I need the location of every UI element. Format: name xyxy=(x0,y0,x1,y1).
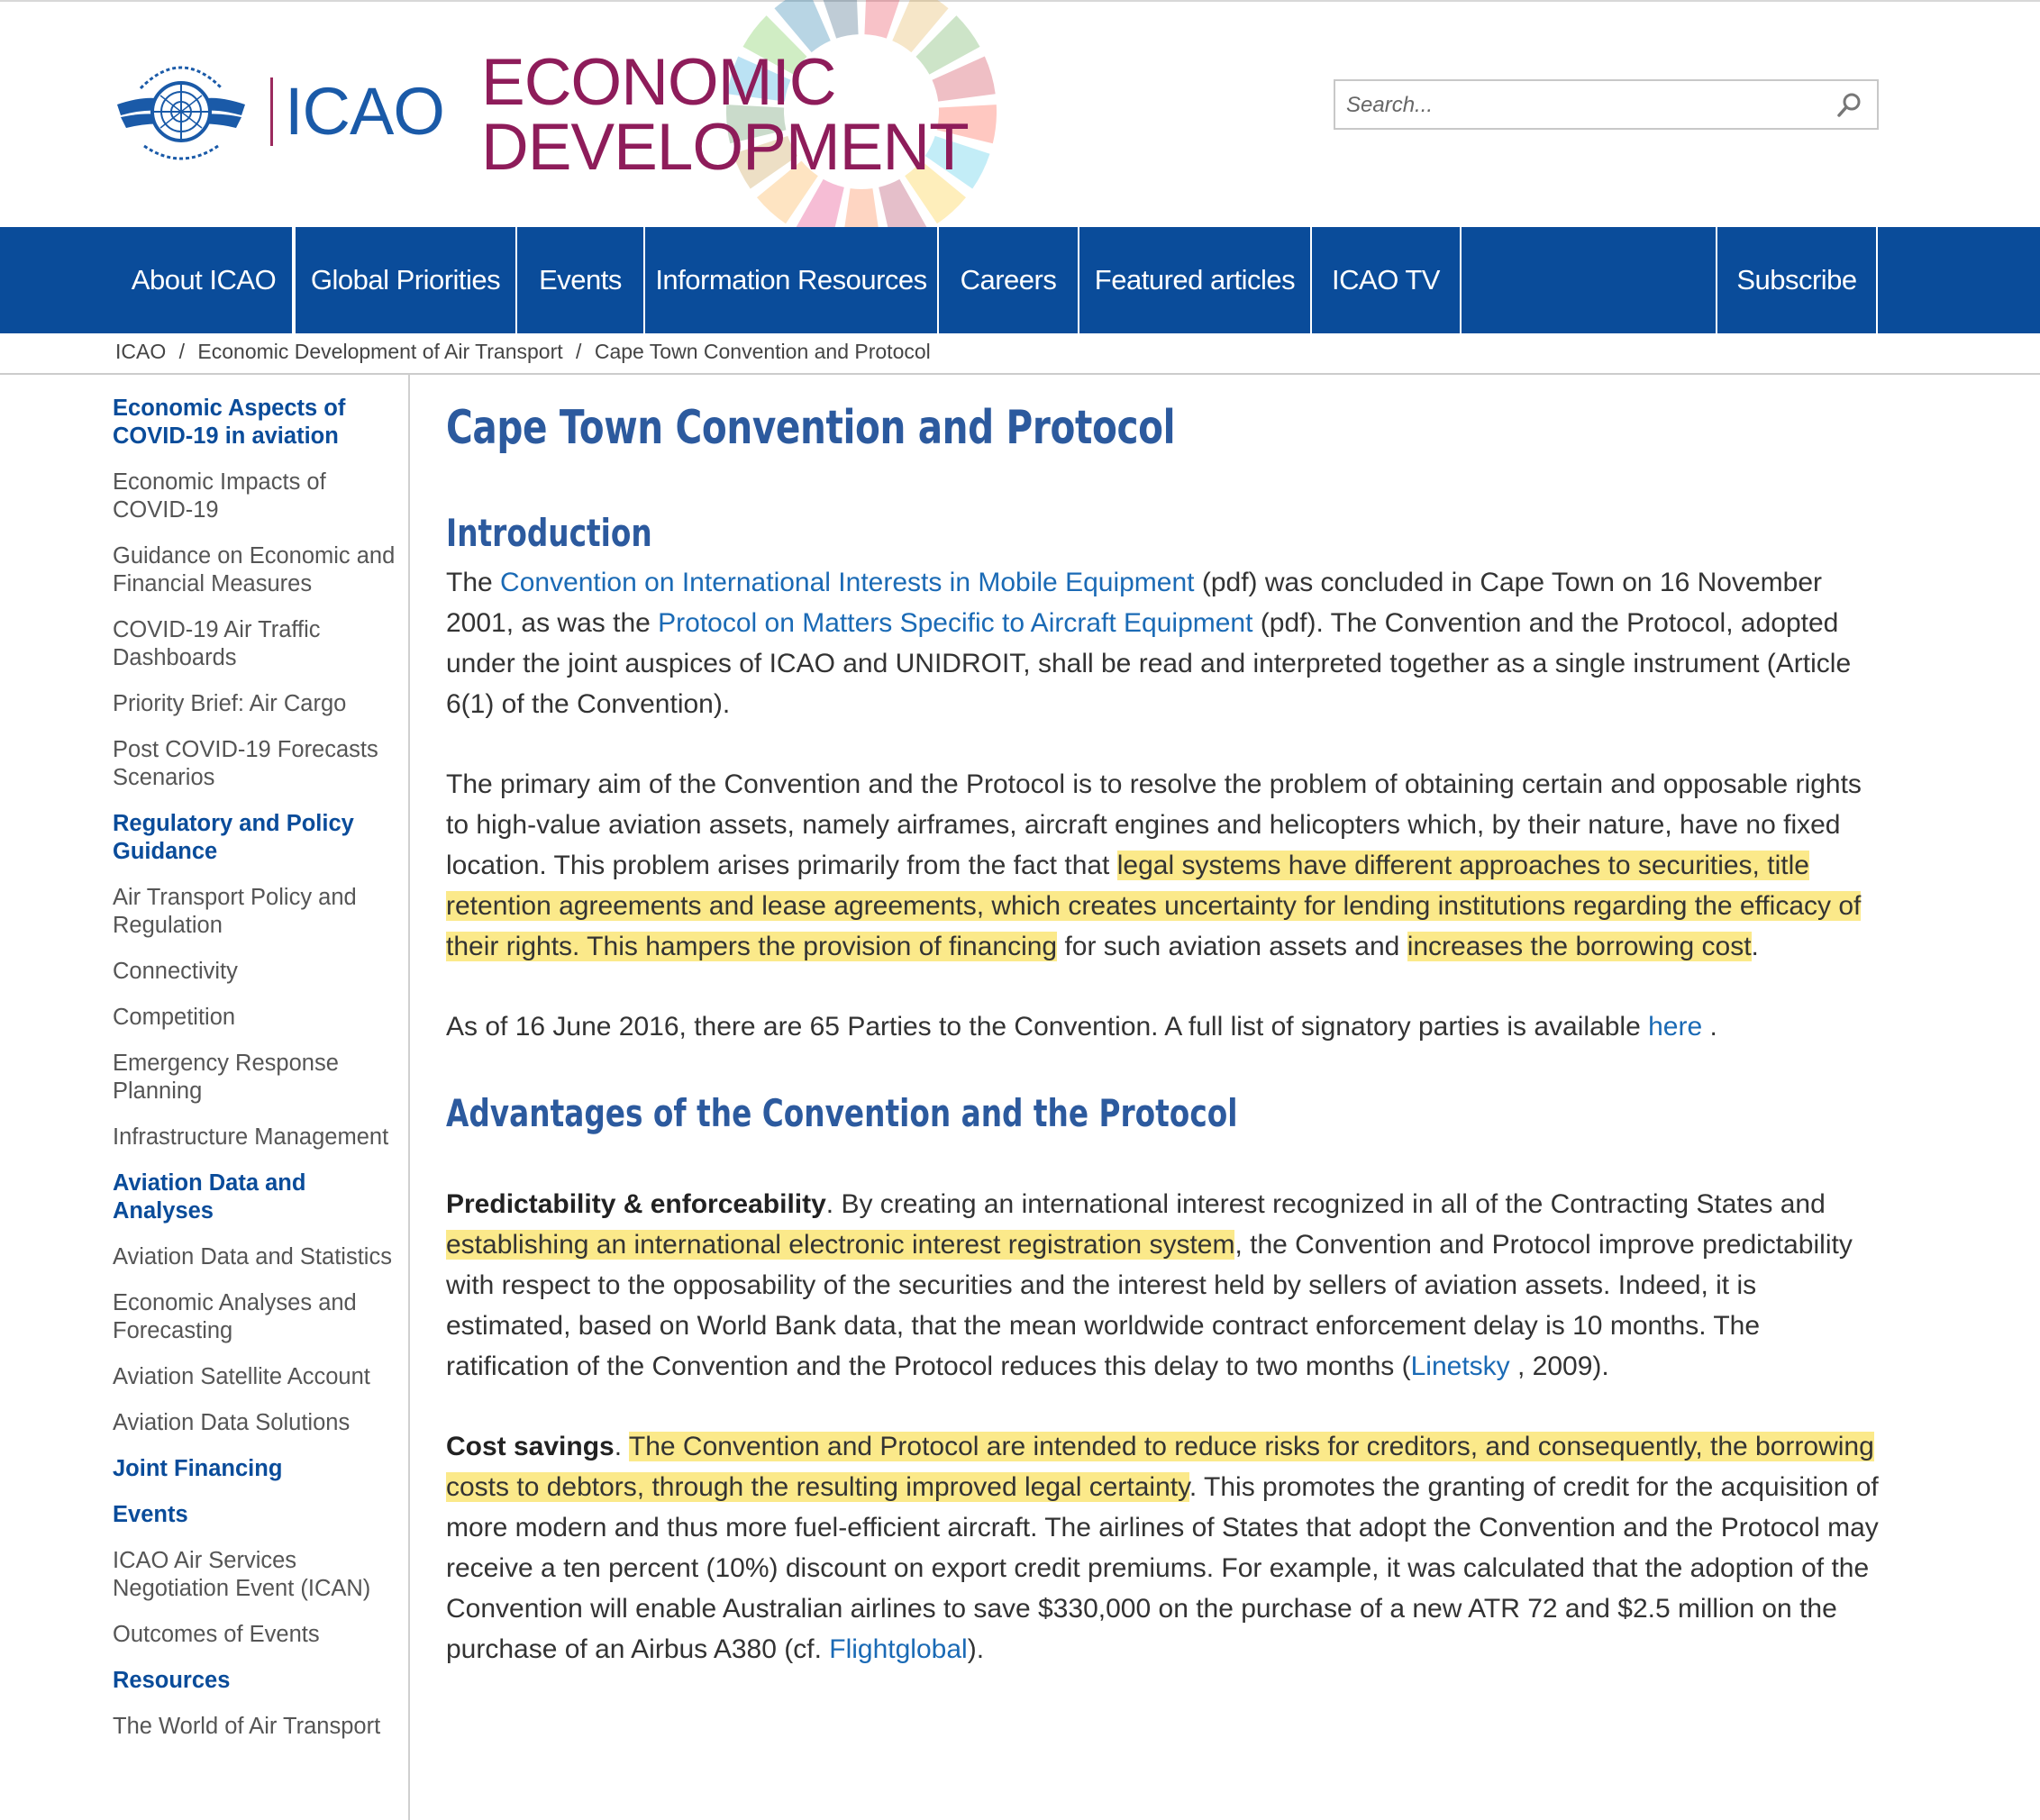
nav-subscribe[interactable]: Subscribe xyxy=(1716,227,1878,333)
nav-global-priorities[interactable]: Global Priorities xyxy=(294,227,517,333)
sidebar-item-resources[interactable]: Resources xyxy=(113,1668,231,1693)
p2-text-1: The primary aim of the Convention and the Protocol is to resolve the problem of obtaining certain and opposable rights to high-value aviation assets, namely airframes, aircraft engines and helicopters which, by their nature, have no fixed location. This problem arises primarily from the fact that xyxy=(446,769,1862,880)
predictability-label: Predictability & enforceability xyxy=(446,1189,826,1219)
breadcrumb-separator: / xyxy=(576,340,582,363)
breadcrumb xyxy=(115,339,931,364)
nav-icao-tv[interactable]: ICAO TV xyxy=(1312,227,1462,333)
sidebar-item-economic-aspects-of-covid-19-in-aviation[interactable]: Economic Aspects of COVID-19 in aviation xyxy=(113,396,346,449)
signatory-list-link[interactable]: here xyxy=(1648,1012,1703,1042)
sidebar-item-aviation-data-solutions[interactable]: Aviation Data Solutions xyxy=(113,1410,351,1435)
cost-savings-label: Cost savings xyxy=(446,1432,615,1461)
sidebar-item-post-covid-19-forecasts-scenarios[interactable]: Post COVID-19 Forecasts Scenarios xyxy=(113,737,378,790)
sidebar-item-icao-air-services-negotiation-event-ican[interactable]: ICAO Air Services Negotiation Event (ICAN) xyxy=(113,1548,371,1601)
sidebar-item-outcomes-of-events[interactable]: Outcomes of Events xyxy=(113,1622,320,1647)
protocol-link[interactable]: Protocol on Matters Specific to Aircraft Equipment xyxy=(658,608,1253,638)
site-header xyxy=(0,2,2040,227)
sidebar xyxy=(113,395,410,1759)
highlight-registration-system: establishing an international electronic interest registration system xyxy=(446,1230,1235,1260)
sidebar-item-guidance-on-economic-and-financial-measures[interactable]: Guidance on Economic and Financial Measures xyxy=(113,543,396,596)
p2-text-2: for such aviation assets and xyxy=(1057,932,1407,961)
page-title: Cape Town Convention and Protocol xyxy=(446,401,1176,455)
highlight-borrowing-cost: increases the borrowing cost xyxy=(1407,932,1752,961)
sidebar-item-covid-19-air-traffic-dashboards[interactable]: COVID-19 Air Traffic Dashboards xyxy=(113,617,321,670)
p3-text-1: As of 16 June 2016, there are 65 Parties to the Convention. A full list of signatory parties is available xyxy=(446,1012,1649,1042)
p5-text-3: ). xyxy=(967,1634,985,1664)
main-content xyxy=(446,396,1888,1670)
p2-text-3: . xyxy=(1751,932,1759,961)
breadcrumb-separator: / xyxy=(178,340,186,363)
flightglobal-link[interactable]: Flightglobal xyxy=(829,1634,968,1664)
introduction-heading: Introduction xyxy=(446,511,652,555)
breadcrumb-divider xyxy=(0,373,2040,375)
breadcrumb-item-icao[interactable]: ICAO xyxy=(115,340,167,363)
p4-text-2: , the Convention and Protocol improve predictability with respect to the opposability of the securities and the interest held by sellers of aviation assets. Indeed, it is estimated, based on World Bank data, that the mean worldwide contract enforcement delay is 10 months. The ratification of the Convention and the Protocol reduces this delay to two months ( xyxy=(446,1230,1853,1381)
p1-text-2: (pdf) was concluded in Cape Town on 16 November 2001, as was the xyxy=(446,568,1823,638)
cost-savings-paragraph xyxy=(446,1426,1888,1670)
sidebar-item-aviation-data-and-statistics[interactable]: Aviation Data and Statistics xyxy=(113,1244,392,1269)
search-input[interactable] xyxy=(1346,88,1815,123)
nav-about-icao[interactable]: About ICAO xyxy=(115,227,294,333)
nav-events[interactable]: Events xyxy=(517,227,645,333)
intro-paragraph-3 xyxy=(446,1006,1888,1047)
icao-logo-text[interactable]: ICAO xyxy=(285,74,444,149)
econ-title-line1: ECONOMIC xyxy=(481,46,836,119)
sidebar-item-infrastructure-management[interactable]: Infrastructure Management xyxy=(113,1124,389,1150)
predictability-paragraph xyxy=(446,1184,1888,1387)
main-nav xyxy=(0,227,2040,333)
advantages-heading: Advantages of the Convention and the Protocol xyxy=(446,1091,1238,1135)
nav-featured-articles[interactable]: Featured articles xyxy=(1079,227,1312,333)
sidebar-item-economic-analyses-and-forecasting[interactable]: Economic Analyses and Forecasting xyxy=(113,1290,357,1343)
econ-title-line2: DEVELOPMENT xyxy=(481,111,969,184)
logo-divider xyxy=(270,77,273,146)
p4-text-1: . By creating an international interest recognized in all of the Contracting States and xyxy=(825,1189,1826,1219)
sidebar-item-economic-impacts-of-covid-19[interactable]: Economic Impacts of COVID-19 xyxy=(113,469,326,523)
sidebar-item-joint-financing[interactable]: Joint Financing xyxy=(113,1456,283,1481)
p3-text-2: . xyxy=(1702,1012,1717,1042)
sidebar-item-air-transport-policy-and-regulation[interactable]: Air Transport Policy and Regulation xyxy=(113,885,357,938)
intro-paragraph-1 xyxy=(446,562,1888,724)
p5-text-2: . This promotes the granting of credit for the acquisition of more modern and thus more fuel-efficient aircraft. The airlines of States that adopt the Convention and the Protocol may receive a ten percent (10%) discount on export credit premiums. For example, it was calculated that the adoption of the Convention will enable Australian airlines to save $330,000 on the purchase of a new ATR 72 and $2.5 million on the purchase of an Airbus A380 (cf. xyxy=(446,1472,1879,1664)
nav-information-resources[interactable]: Information Resources xyxy=(645,227,939,333)
p5-text-1: . xyxy=(614,1432,629,1461)
convention-link[interactable]: Convention on International Interests in Mobile Equipment xyxy=(500,568,1195,597)
highlight-legal-systems: legal systems have different approaches to securities, title retention agreements and lease agreements, which creates uncertainty for lending institutions regarding the efficacy of their rights. This hampers the provision of financing xyxy=(446,851,1862,961)
intro-paragraph-2 xyxy=(446,764,1888,967)
sidebar-item-connectivity[interactable]: Connectivity xyxy=(113,959,238,984)
nav-careers[interactable]: Careers xyxy=(939,227,1079,333)
sidebar-item-aviation-data-and-analyses[interactable]: Aviation Data and Analyses xyxy=(113,1170,306,1224)
sidebar-item-regulatory-and-policy-guidance[interactable]: Regulatory and Policy Guidance xyxy=(113,811,354,864)
search-icon[interactable] xyxy=(1835,92,1862,119)
sidebar-item-the-world-of-air-transport[interactable]: The World of Air Transport xyxy=(113,1714,381,1739)
p4-text-3: , 2009). xyxy=(1509,1351,1609,1381)
breadcrumb-item-economic-development[interactable]: Economic Development of Air Transport xyxy=(197,340,563,363)
economic-development-title[interactable] xyxy=(481,46,969,184)
sidebar-item-priority-brief-air-cargo[interactable]: Priority Brief: Air Cargo xyxy=(113,691,347,716)
p1-text-1: The xyxy=(446,568,501,597)
highlight-reduce-risks: The Convention and Protocol are intended to reduce risks for creditors, and consequently, the borrowing costs to debtors, through the resulting improved legal certainty xyxy=(446,1432,1874,1502)
sidebar-item-events[interactable]: Events xyxy=(113,1502,188,1527)
p1-text-3: (pdf). The Convention and the Protocol, adopted under the joint auspices of ICAO and UNIDROIT, shall be read and interpreted together as a single instrument (Article 6(1) of the Convention). xyxy=(446,608,1852,719)
sidebar-item-aviation-satellite-account[interactable]: Aviation Satellite Account xyxy=(113,1364,370,1389)
icao-emblem-icon[interactable] xyxy=(114,52,249,169)
linetsky-link[interactable]: Linetsky xyxy=(1410,1351,1510,1381)
sidebar-item-emergency-response-planning[interactable]: Emergency Response Planning xyxy=(113,1051,339,1104)
search-box xyxy=(1334,79,1879,130)
sidebar-item-competition[interactable]: Competition xyxy=(113,1005,236,1030)
breadcrumb-item-current: Cape Town Convention and Protocol xyxy=(594,340,931,363)
